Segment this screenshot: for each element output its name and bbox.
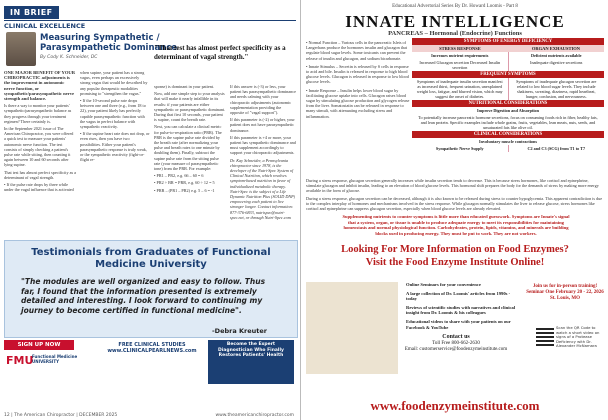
table-row	[412, 52, 604, 59]
promo-bullets	[406, 282, 516, 333]
table-header: FREQUENT SYMPTOMS	[412, 71, 604, 78]
testimonial-quote: "The modules are well organized and easy to follow. Thus far, I found that the information presented is extremely detailed and interesting. I look forward to continuing my journey to become certified in functional medicine".	[21, 277, 266, 315]
nutritional-text: To potentially increase pancreatic hormone secretions, focus on consuming foods rich in fiber, healthy fats, and lean protein. Specific examples include whole grains, fruits, vegetables, lean meats, nuts, seeds, and unsaturated fats like olive oil.	[418, 115, 598, 130]
paragraph: If this answer is (-3) or less, your patient has parasympathetic dominance and needs calming with your chiropractic adjustments (autonomic supplementation providing the opposite of "vagal support").	[230, 84, 296, 116]
formula: • PRR – (PR1 – PR2) e.g. 5 – 6 = -1	[154, 187, 215, 193]
table-row	[412, 59, 604, 71]
list-item: Reviews of scientific studies with narratives and clinical insight from Dr. Loomis & his colleagues	[406, 304, 516, 316]
section-tag: IN BRIEF	[4, 6, 59, 19]
byline: By Cody K. Schneider, DC	[40, 55, 98, 60]
header-rule	[4, 20, 296, 21]
contact-phone[interactable]: Toll Free 800-662-2630	[432, 341, 480, 346]
left-page	[0, 0, 301, 420]
stress-response-text	[306, 178, 604, 213]
series-label: Educational Advertorial Series By Dr. Howard Loomis - Part 8	[392, 4, 518, 9]
testimonial-box	[4, 240, 298, 338]
table-header: SYMPTOMS OF ENERGY DEFICIENCY	[412, 38, 604, 45]
contact-heading: Contact us	[442, 334, 470, 340]
paragraph: • Innate Response – Insulin helps lower blood sugar by facilitating glucose uptake into cells. Glucagon raises blood sugar by stimulating glucose production and glycogen release from the liver. Somatostatin can be released in response to many stimuli, with attenuating excluding stress and inflammation.	[306, 87, 410, 119]
contact-block	[306, 334, 606, 353]
list-item: A large collection of Dr. Loomis' articles from 1990s - today	[406, 290, 511, 302]
supplement-note: Supplementing nutrients to counter symptoms is little more than educated guesswork. Symptoms are Innate's signal that a system, organ, or tissue is unable to produce adequate energy to meet its responsibilities for maintaining homeostasis and normal physiological function. Carbohydrates, protein, lipids, vitamins, and minerals are building blocks used in producing energy. They must be put to work. They are not workers.	[342, 214, 570, 236]
category-label: CLINICAL EXCELLENCE	[4, 22, 86, 30]
paragraph: If this parameter is +4 or more, your patient has sympathetic dominance and must supplement accordingly to support your chiropractic adjustments.	[230, 134, 296, 156]
product-image	[306, 282, 398, 374]
article-column-1	[4, 70, 76, 236]
paragraph: • Normal Function – Various cells in the pancreatic Islets of Langerhans produce the hormones insulin and glucagon that regulate blood sugar levels. Some toxicants can prevent the release of insulin and glucagon, and sodium bicarbonate.	[306, 40, 408, 61]
paragraph: That test has almost perfect specificity as a determinant of vagal strength.	[4, 169, 76, 180]
right-page	[302, 0, 608, 420]
paragraph: • If the 10-second pulse rate drops between one and three (e.g., from 18 to 22), your patient likely has perfectly capable parasympathetic function with the vagus in perfect balance with sympathetic reactivity.	[80, 98, 146, 130]
table-row	[412, 145, 604, 152]
paragraph: when supine, your patient has a strong vagus, even perhaps an excessively strong vagus that would be described by any popular therapeutic modalities promising to "strengthen the vagus."	[80, 70, 148, 96]
paragraph: Is there a way to monitor your patients' sympathetic/parasympathetic balance as they progress through your treatment regimen? There certainly is.	[4, 103, 72, 124]
paragraph: • If the pulse rate drops by three while under the vagal influence that is activated	[4, 182, 74, 193]
freq-right: Symptoms of inadequate glucagon secretion are related to low blood sugar levels. They include shakiness, sweating, dizziness, rapid heartbeat, hunger, confusion, and nervousness.	[516, 79, 597, 99]
testimonial-signature: -Debra Kreuter	[211, 327, 267, 335]
freq-left: Symptoms of inadequate insulin secretion manifest as increased thirst, frequent urination, unexplained weight loss, fatigue, and blurred vision, which may suggest the onset of diabetes.	[412, 78, 509, 100]
testimonial-heading: Testimonials from Graduates of Functional Medicine University	[31, 247, 271, 270]
article-column-2	[80, 70, 150, 236]
paragraph: Now, add one simple step to your analysis that will make it nearly infallible in its results: if your patients are either sympathetic or parasympathetic dominant. During that first 10 seconds, your patient is supine, count the breath rate.	[154, 91, 226, 123]
table-row	[412, 78, 604, 100]
signup-button[interactable]: SIGN UP NOW	[4, 340, 74, 350]
clinical-right: C2 and C3 (SCG) from T1 to T7	[527, 146, 586, 151]
list-item: Online Seminars for your convenience	[406, 282, 481, 287]
table-subheader	[412, 45, 604, 52]
website-link[interactable]: www.foodenzymeinstitute.com	[370, 398, 540, 413]
fmu-logo-text: Functional Medicine UNIVERSITY	[32, 354, 78, 364]
organ-label: ORGAN EXHAUSTION	[531, 46, 581, 51]
page-subtitle: PANCREAS – Hormonal (Endocrine) Functions	[388, 30, 522, 37]
list-item: Educational videos to share with your patients on our Facebook & YouTube	[406, 318, 511, 330]
seminar-callout: Join us for in-person training! Seminar One February 20 - 22, 2026 St. Louis, MO	[526, 284, 604, 301]
formula: • PR2 ÷ BR = PRR, e.g. 60 ÷ 12 = 5	[154, 180, 215, 186]
promo-heading: Looking For More Information on Food Enzymes?	[341, 244, 569, 255]
qr-caption: Scan the QR Code to watch a short video on signs of a Protease Deficiency with Dr. Alexander McNamara	[556, 325, 600, 349]
paragraph: During a stress response, glucagon secretion can be decreased, although it is also known to be released during stress to counter hypoglycemia. This apparent contradiction is due to the complex interplay of hormones and mechanisms involved in the stress response. While glucagon normally stimulates the liver to release glucose, stress hormones like cortisol and epinephrine can suppress glucagon secretion, especially when blood glucose levels are already elevated.	[306, 195, 603, 212]
paragraph: If this parameter is (-2) or higher, your patient does not have parasympathetic dominance.	[230, 117, 295, 133]
pull-quote: "That test has almost perfect specificity as a determinant of vagal strength."	[154, 44, 286, 61]
author-photo	[6, 32, 36, 66]
organ-detail: Inadequate digestive secretions	[530, 60, 583, 65]
paragraph: Next, you can calculate a clinical metric for pulse-to-respiration ratio (PRR). The PRR is the supine pulse rate divided by the breath rate (after normalizing your pulse and breath rates to one minute by doubling them). Finally, subtract the supine pulse rate from the sitting pulse rate (your measure of parasympathetic tone) from the PRR. For example:	[154, 124, 222, 172]
paragraph: • If the supine heart rate does not drop, or even rises, then you have two possibilities. Either your patient's parasympathetic response is truly weak, or the sympathetic reactivity (fight-or-flight re-	[80, 131, 150, 163]
paragraph: In the September 2021 issue of The American Chiropractor, you were offered a quick test to measure your patients' autonomic nerve function. The test consists of simply checking a patient's pulse rate while sitting, then counting it again between 10 and 60 seconds after lying supine.	[4, 126, 74, 168]
clinical-sub: Involuntary muscle contractions	[479, 139, 537, 144]
diagnostician-banner: Become the Expert Diagnostician Who Finally Restores Patients' Health	[208, 340, 294, 384]
free-studies-link[interactable]: FREE CLINICAL STUDIES www.CLINICALPEARLNEWS.com	[107, 342, 197, 354]
symptoms-table	[412, 38, 604, 152]
footer-page-info: 12 | The American Chiropractor | DECEMBER 2025	[4, 413, 118, 418]
article-title: Measuring Sympathetic / Parasympathetic Dominance	[40, 33, 178, 53]
page-title: INNATE INTELLIGENCE	[345, 12, 565, 31]
table-header: NUTRITIONAL CONSIDERATIONS	[412, 100, 604, 107]
fmu-logo: FMU	[6, 354, 34, 367]
stress-detail: Increased Glucagon secretion Decreased Insulin secretion	[412, 59, 509, 71]
author-bio: Dr. Kay Schneider, a Pennsylvania chiropractor since 1978, is the developer of the Nutri-Spec System of Clinical Nutrition, which resolves symptom-based nutrition in favor of individualized metabolic therapy. Nutri-Spec is the subject of a Life Dynamic Nutrition Plus (SOLID DNP) empowering each patient to live stronger longer. Contact information: 877-376-6833, nutrispec@nutri-spec.net, or through Nutri-Spec.com	[230, 157, 296, 220]
promo-subheading: Visit the Food Enzyme Institute Online!	[365, 257, 545, 268]
nutritional-sub: Improve Digestion and Absorption	[477, 108, 539, 113]
paragraph: During a stress response, glucagon secretion generally increases while insulin secretion tends to decrease. This is because stress hormones, like cortisol and epinephrine, stimulate glucagon and inhibit insulin, leading to an elevation of blood glucose levels. This hormonal shift prepares the body for the demands of stress by making more energy available in the form of glucose.	[306, 178, 599, 194]
clinical-left: Sympathetic Nerve Supply	[412, 145, 509, 152]
formula: • PR1 – PR2, e.g. 66 – 60 = 6	[154, 173, 204, 179]
stress-sub: Increases nutrient requirements	[412, 52, 509, 59]
paragraph: sponse) is dominant in your patient.	[154, 84, 215, 89]
table-header: CLINICAL CONSIDERATIONS	[412, 131, 604, 138]
lead-paragraph: ONE MAJOR BENEFIT OF YOUR CHIROPRACTIC adjustments is the improvement in autonomic nerve function, or sympathetic/parasympathetic nerve strength and balance.	[4, 70, 76, 102]
function-column	[306, 40, 410, 122]
stress-label: STRESS RESPONSE	[439, 46, 481, 51]
paragraph: • Innate Stimulus – Secretin is released by S cells in response to acid and bile. Insulin is released in response to high blood glucose levels. Glucagon is released in response to low blood glucose levels.	[306, 63, 409, 85]
article-column-4	[230, 84, 296, 236]
article-column-3	[154, 84, 226, 236]
footer-url[interactable]: www.theamericanchiropractor.com	[215, 413, 294, 418]
organ-sub: Deficient nutrients available	[531, 53, 582, 58]
contact-email[interactable]: Email: customerservice@foodenzymeinstitute.com	[404, 347, 508, 352]
fmu-ad[interactable]	[4, 340, 296, 408]
